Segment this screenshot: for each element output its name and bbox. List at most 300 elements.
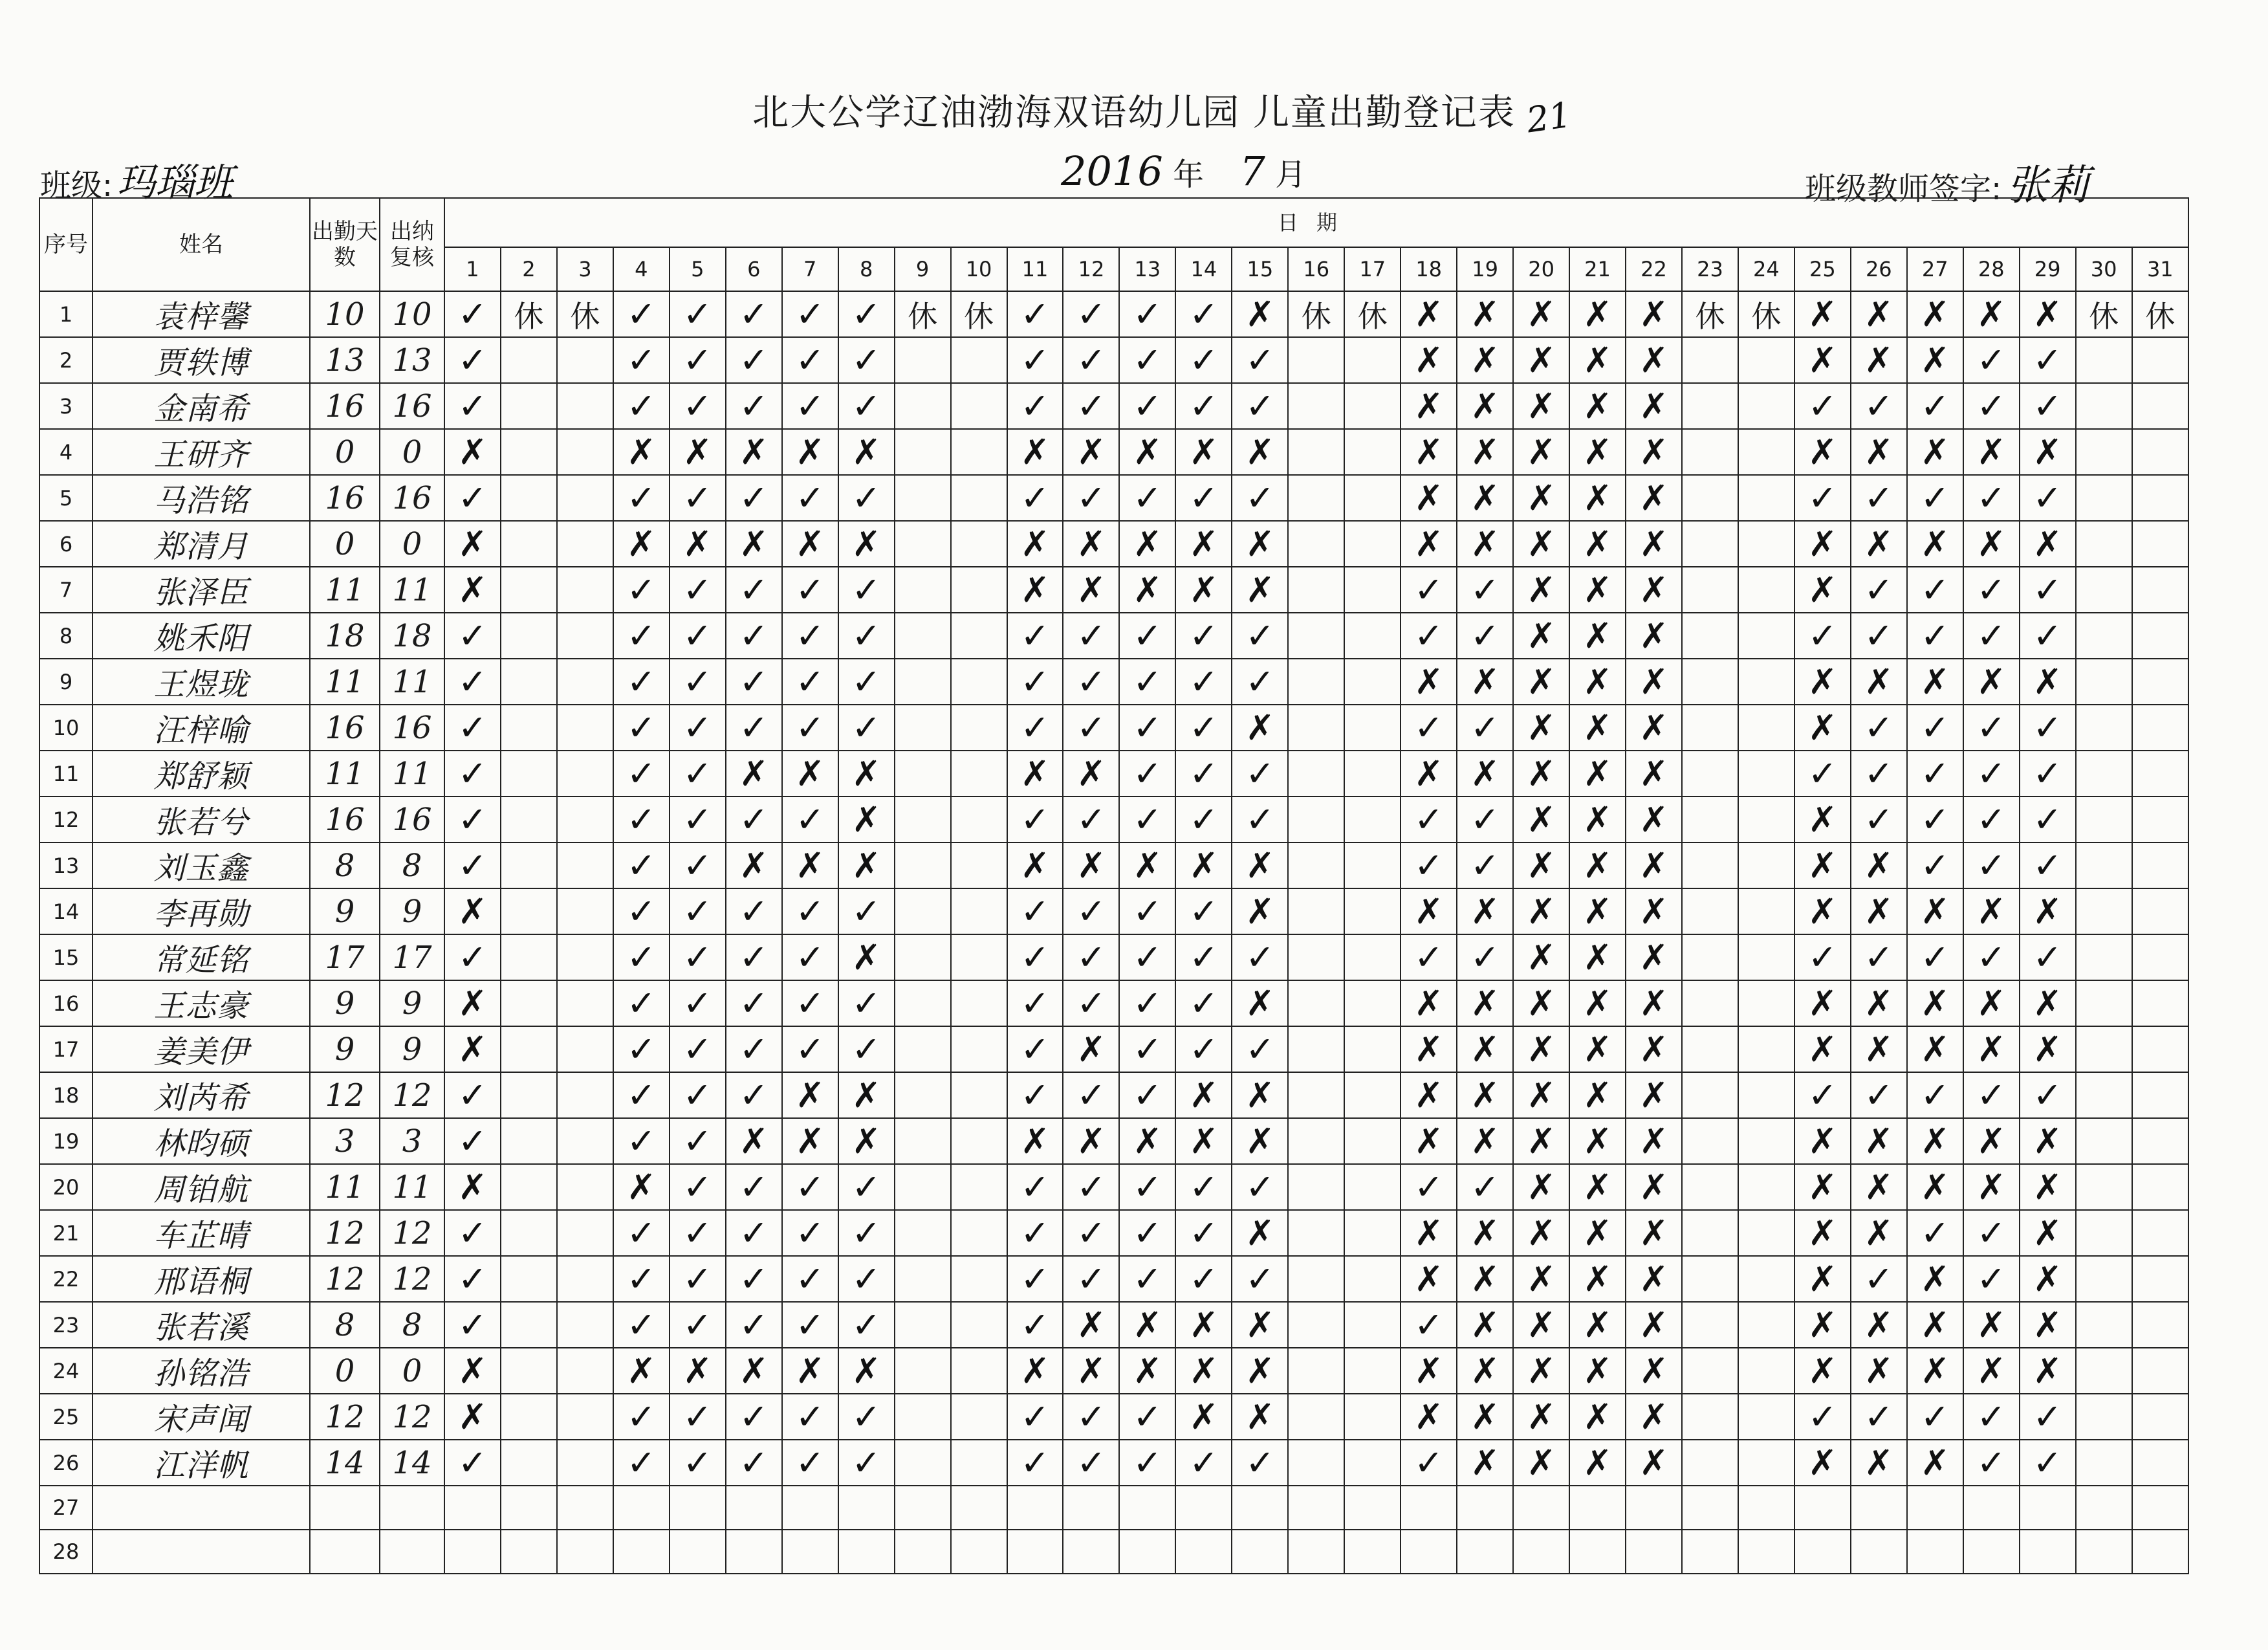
attendance-mark: ✗ [1851,888,1907,934]
attendance-mark: ✗ [1063,751,1119,797]
attendance-mark [951,337,1007,383]
attendance-mark: ✗ [1513,659,1569,705]
attendance-mark [1119,1486,1175,1530]
attendance-mark: ✓ [1175,980,1232,1026]
attendance-mark: ✓ [1175,1440,1232,1486]
attendance-mark: ✓ [1794,1394,1851,1440]
attendance-mark: ✓ [1851,797,1907,842]
attendance-mark [1007,1486,1063,1530]
attendance-mark [1682,1256,1738,1302]
attendance-mark: ✓ [670,751,726,797]
attendance-mark: ✗ [670,429,726,475]
attendance-mark [1738,1440,1794,1486]
attendance-mark: ✓ [782,383,838,429]
attendance-mark [2076,337,2132,383]
attendance-mark: ✓ [1907,751,1963,797]
attendance-mark: ✗ [1175,1118,1232,1164]
verified-days: 0 [380,521,444,567]
attendance-mark [1738,383,1794,429]
attendance-mark [501,1072,557,1118]
attendance-mark [1344,1394,1401,1440]
attendance-mark [2076,751,2132,797]
attendance-mark: ✓ [670,613,726,659]
attendance-mark: ✗ [838,1118,895,1164]
attendance-mark: ✓ [1401,1302,1457,1348]
attendance-mark: ✗ [1007,521,1063,567]
row-seq: 23 [39,1302,93,1348]
attendance-mark [1738,1210,1794,1256]
attendance-mark [2020,1530,2076,1574]
attendance-mark: ✓ [1119,1164,1175,1210]
attendance-mark [501,521,557,567]
verified-days: 11 [380,567,444,613]
table-row [39,567,2188,613]
attendance-mark: ✗ [1457,1072,1513,1118]
attendance-mark: ✗ [1569,1210,1626,1256]
attendance-mark [951,1164,1007,1210]
attendance-mark: ✗ [1626,1210,1682,1256]
attendance-mark: ✗ [1963,429,2020,475]
header-verified: 出纳复核 [380,198,444,291]
attendance-mark: ✗ [726,429,782,475]
attendance-mark [951,659,1007,705]
attendance-mark [501,1394,557,1440]
row-seq: 2 [39,337,93,383]
day-header: 10 [951,247,1007,291]
attendance-mark [1288,475,1344,521]
verified-days: 9 [380,888,444,934]
attendance-mark: ✓ [1175,1210,1232,1256]
attendance-mark: ✓ [1401,1440,1457,1486]
attendance-mark: ✓ [444,291,501,337]
attendance-mark [1344,1486,1401,1530]
attendance-mark: ✓ [1457,1164,1513,1210]
attendance-mark: ✓ [613,613,670,659]
attendance-mark: ✓ [1963,383,2020,429]
attendance-mark: ✗ [1794,980,1851,1026]
attendance-mark [1344,521,1401,567]
attendance-mark: ✓ [838,1210,895,1256]
attendance-mark [1232,1530,1288,1574]
attendance-mark [1682,934,1738,980]
attendance-mark: ✗ [1401,1026,1457,1072]
attendance-days [310,1530,380,1574]
attendance-mark: ✗ [1851,429,1907,475]
attendance-mark [951,980,1007,1026]
table-row [39,521,2188,567]
attendance-mark [951,613,1007,659]
attendance-mark [2132,1072,2188,1118]
attendance-mark: ✗ [1794,842,1851,888]
day-header: 6 [726,247,782,291]
attendance-mark [1457,1486,1513,1530]
attendance-mark [2076,429,2132,475]
attendance-mark [895,705,951,751]
day-header: 22 [1626,247,1682,291]
attendance-mark: ✗ [1794,659,1851,705]
verified-days: 9 [380,1026,444,1072]
attendance-mark [1738,1348,1794,1394]
attendance-mark: ✓ [1232,797,1288,842]
attendance-mark: ✗ [1401,659,1457,705]
attendance-mark [1682,1394,1738,1440]
attendance-mark: ✓ [1232,337,1288,383]
attendance-mark [557,751,613,797]
attendance-mark [1738,1164,1794,1210]
attendance-mark: ✓ [1119,934,1175,980]
attendance-mark: ✓ [1457,705,1513,751]
attendance-mark: ✗ [444,429,501,475]
attendance-mark: ✓ [444,659,501,705]
child-name: 马浩铭 [93,475,310,521]
attendance-mark: ✗ [1513,475,1569,521]
attendance-mark: ✗ [1175,842,1232,888]
attendance-mark: ✓ [613,888,670,934]
attendance-mark [557,1256,613,1302]
attendance-mark [1344,797,1401,842]
attendance-days: 12 [310,1394,380,1440]
attendance-mark: ✗ [1907,980,1963,1026]
attendance-mark [501,888,557,934]
attendance-mark: ✗ [1175,567,1232,613]
row-seq: 28 [39,1530,93,1574]
attendance-mark: ✗ [1794,797,1851,842]
attendance-mark [1007,1530,1063,1574]
table-row [39,888,2188,934]
attendance-mark [895,888,951,934]
attendance-mark [2132,1164,2188,1210]
table-row [39,337,2188,383]
attendance-days: 10 [310,291,380,337]
attendance-mark: ✓ [444,1072,501,1118]
child-name: 孙铭浩 [93,1348,310,1394]
attendance-mark: ✗ [444,1348,501,1394]
attendance-mark: ✓ [670,797,726,842]
verified-days: 8 [380,1302,444,1348]
attendance-mark: ✓ [444,383,501,429]
attendance-mark: ✗ [1626,383,1682,429]
child-name: 周铂航 [93,1164,310,1210]
attendance-mark [1288,613,1344,659]
attendance-mark: ✓ [613,1026,670,1072]
attendance-mark: ✗ [1513,980,1569,1026]
attendance-mark [1682,521,1738,567]
attendance-mark [1288,521,1344,567]
attendance-mark: ✗ [1569,934,1626,980]
day-header: 11 [1007,247,1063,291]
attendance-mark: ✗ [1513,1026,1569,1072]
child-name: 汪梓喻 [93,705,310,751]
attendance-mark: ✓ [1907,934,1963,980]
attendance-mark: ✗ [1569,842,1626,888]
attendance-mark: ✗ [1232,1210,1288,1256]
attendance-mark [557,934,613,980]
attendance-mark: ✓ [2020,567,2076,613]
verified-days: 16 [380,705,444,751]
day-header: 2 [501,247,557,291]
attendance-mark: ✗ [1626,1348,1682,1394]
attendance-mark: ✓ [1007,980,1063,1026]
attendance-mark: ✓ [670,1072,726,1118]
attendance-mark: ✓ [1232,1256,1288,1302]
attendance-mark: ✗ [1513,1394,1569,1440]
attendance-mark: ✗ [1457,1348,1513,1394]
attendance-mark [501,705,557,751]
day-header: 4 [613,247,670,291]
attendance-mark [2132,1210,2188,1256]
attendance-mark: ✓ [670,934,726,980]
attendance-mark [2132,934,2188,980]
attendance-mark [1626,1486,1682,1530]
attendance-mark [1682,980,1738,1026]
attendance-days: 11 [310,751,380,797]
teacher-signature: 张莉 [2007,162,2090,210]
attendance-mark: ✓ [670,842,726,888]
table-row [39,1440,2188,1486]
attendance-mark: ✓ [838,475,895,521]
attendance-mark [1288,705,1344,751]
attendance-mark [1738,1026,1794,1072]
attendance-mark: ✓ [838,1164,895,1210]
child-name: 江洋帆 [93,1440,310,1486]
table-row [39,291,2188,337]
attendance-mark: 休 [1344,291,1401,337]
attendance-mark: ✓ [670,1394,726,1440]
attendance-mark: ✓ [670,475,726,521]
attendance-mark: ✓ [613,383,670,429]
attendance-mark: ✓ [1063,383,1119,429]
attendance-mark [1682,1118,1738,1164]
attendance-mark [1344,1256,1401,1302]
attendance-mark: ✓ [726,1302,782,1348]
attendance-mark: ✗ [1907,1440,1963,1486]
attendance-mark: ✓ [1232,383,1288,429]
attendance-mark [2132,337,2188,383]
attendance-mark: ✓ [782,1302,838,1348]
attendance-mark [1288,1530,1344,1574]
child-name: 张若溪 [93,1302,310,1348]
attendance-days: 16 [310,475,380,521]
attendance-mark [895,1164,951,1210]
attendance-mark [895,1210,951,1256]
attendance-mark: ✓ [838,383,895,429]
attendance-mark: ✗ [444,1394,501,1440]
attendance-mark [501,797,557,842]
attendance-mark: ✗ [1794,1302,1851,1348]
day-header: 1 [444,247,501,291]
attendance-mark [1682,751,1738,797]
attendance-mark: ✗ [1569,613,1626,659]
attendance-mark [895,613,951,659]
attendance-mark: ✓ [444,1302,501,1348]
attendance-mark: ✗ [1007,567,1063,613]
attendance-mark: ✓ [613,934,670,980]
attendance-mark: ✓ [1457,567,1513,613]
attendance-mark: ✗ [782,751,838,797]
attendance-days: 0 [310,429,380,475]
verified-days: 11 [380,659,444,705]
attendance-mark: ✓ [1063,797,1119,842]
attendance-mark [557,1348,613,1394]
child-name: 郑舒颖 [93,751,310,797]
table-row [39,705,2188,751]
attendance-days: 18 [310,613,380,659]
verified-days: 16 [380,475,444,521]
attendance-mark: ✗ [1907,291,1963,337]
attendance-mark: ✓ [1175,797,1232,842]
attendance-mark [501,1256,557,1302]
attendance-mark: 休 [1682,291,1738,337]
attendance-mark: ✓ [1007,888,1063,934]
attendance-mark [557,1164,613,1210]
attendance-mark: ✗ [1626,705,1682,751]
attendance-mark [895,751,951,797]
attendance-mark [1344,1026,1401,1072]
attendance-mark: ✓ [1063,1210,1119,1256]
attendance-mark: ✗ [1401,337,1457,383]
attendance-mark [1738,521,1794,567]
attendance-mark: ✓ [613,980,670,1026]
attendance-mark: ✗ [1569,1072,1626,1118]
day-header: 26 [1851,247,1907,291]
attendance-mark [501,429,557,475]
attendance-mark: ✗ [1513,337,1569,383]
attendance-mark: ✗ [444,1026,501,1072]
attendance-mark [895,1026,951,1072]
attendance-mark: ✓ [1232,1026,1288,1072]
attendance-mark: ✗ [670,1348,726,1394]
attendance-mark [2132,797,2188,842]
attendance-mark [951,842,1007,888]
attendance-mark: ✗ [444,521,501,567]
date-field [1061,148,1306,195]
attendance-mark: ✓ [444,1256,501,1302]
attendance-mark: ✓ [670,1256,726,1302]
attendance-mark: ✓ [726,1072,782,1118]
attendance-mark: ✓ [444,1440,501,1486]
attendance-mark: ✗ [1232,291,1288,337]
attendance-mark: ✓ [1851,705,1907,751]
attendance-mark [1288,1118,1344,1164]
attendance-mark: ✓ [1232,613,1288,659]
attendance-mark [1344,659,1401,705]
attendance-mark [951,1348,1007,1394]
attendance-mark [1288,1486,1344,1530]
row-seq: 15 [39,934,93,980]
attendance-mark [951,383,1007,429]
attendance-mark: ✓ [838,613,895,659]
row-seq: 10 [39,705,93,751]
attendance-mark [557,1530,613,1574]
attendance-mark: ✓ [838,1256,895,1302]
attendance-mark [501,751,557,797]
table-row [39,1348,2188,1394]
attendance-mark [670,1486,726,1530]
attendance-days: 0 [310,1348,380,1394]
attendance-mark [1344,888,1401,934]
attendance-mark: ✓ [1907,567,1963,613]
attendance-mark: ✓ [1232,1440,1288,1486]
verified-days: 12 [380,1256,444,1302]
attendance-mark: ✓ [670,980,726,1026]
attendance-mark: ✓ [1963,1440,2020,1486]
day-header: 21 [1569,247,1626,291]
attendance-mark: ✗ [1007,429,1063,475]
child-name: 李再勋 [93,888,310,934]
attendance-mark [1063,1530,1119,1574]
attendance-mark: ✗ [1626,888,1682,934]
attendance-mark [2132,521,2188,567]
attendance-mark: ✓ [726,1164,782,1210]
attendance-days [310,1486,380,1530]
attendance-mark [2076,1486,2132,1530]
attendance-mark: ✗ [1401,383,1457,429]
attendance-mark: ✓ [1907,613,1963,659]
attendance-mark: ✗ [1907,1164,1963,1210]
attendance-mark: ✓ [782,475,838,521]
attendance-days: 0 [310,521,380,567]
attendance-mark: ✓ [2020,1440,2076,1486]
attendance-mark [1682,337,1738,383]
attendance-mark: ✓ [1063,1256,1119,1302]
attendance-mark: ✗ [1232,429,1288,475]
attendance-mark: ✗ [1626,337,1682,383]
attendance-mark [951,1256,1007,1302]
attendance-mark: ✓ [1794,383,1851,429]
child-name: 刘玉鑫 [93,842,310,888]
attendance-mark: ✓ [726,980,782,1026]
attendance-mark: ✗ [1794,1256,1851,1302]
attendance-mark: ✓ [613,1394,670,1440]
attendance-mark [1288,1348,1344,1394]
attendance-mark [1738,797,1794,842]
attendance-mark: ✗ [2020,521,2076,567]
attendance-mark [895,1530,951,1574]
attendance-mark: ✗ [1457,1026,1513,1072]
attendance-mark: ✗ [2020,659,2076,705]
child-name: 张泽臣 [93,567,310,613]
day-header: 3 [557,247,613,291]
attendance-mark [1288,1394,1344,1440]
attendance-mark: ✓ [1119,659,1175,705]
attendance-mark: ✓ [1175,934,1232,980]
attendance-mark [1682,1302,1738,1348]
row-seq: 9 [39,659,93,705]
attendance-mark [895,980,951,1026]
attendance-mark [1288,1210,1344,1256]
attendance-mark: ✓ [1175,613,1232,659]
day-header: 17 [1344,247,1401,291]
attendance-mark: ✓ [613,751,670,797]
attendance-mark: ✗ [1232,521,1288,567]
attendance-mark: ✗ [1626,1072,1682,1118]
attendance-mark: ✗ [2020,980,2076,1026]
attendance-mark: ✓ [1175,1164,1232,1210]
attendance-mark: ✓ [613,1072,670,1118]
table-row [39,475,2188,521]
attendance-mark: ✗ [1851,1210,1907,1256]
attendance-mark: ✗ [1794,1118,1851,1164]
attendance-mark: ✗ [1569,1256,1626,1302]
attendance-mark: ✗ [838,797,895,842]
verified-days: 12 [380,1394,444,1440]
attendance-days: 13 [310,337,380,383]
attendance-mark: ✗ [1401,475,1457,521]
attendance-mark [2076,1026,2132,1072]
attendance-mark: ✗ [1626,659,1682,705]
attendance-mark: ✓ [1175,888,1232,934]
child-name: 常延铭 [93,934,310,980]
